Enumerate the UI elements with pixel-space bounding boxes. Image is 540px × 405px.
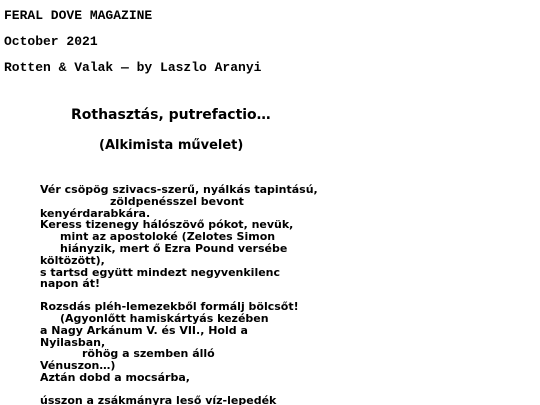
poem-line: s tartsd együtt mindezt negyvenkilenc	[40, 265, 281, 279]
poem-line: napon át!	[40, 277, 101, 291]
poem-line: hiányzik, mert ő Ezra Pound versébe	[60, 241, 288, 255]
poem-line: Vénuszon…)	[40, 359, 116, 373]
stanza-1	[40, 183, 318, 291]
poem-line: röhög a szemben álló	[82, 347, 215, 361]
magazine-title: FERAL DOVE MAGAZINE	[4, 8, 153, 23]
poem-line: Nyilasban,	[40, 335, 106, 349]
poem-line: zöldpenésszel bevont	[110, 194, 244, 208]
poem-line: költözött),	[40, 253, 105, 267]
poem-line: Rozsdás pléh-lemezekből formálj bölcsőt!	[40, 300, 299, 314]
poem-line: Vér csöpög szivacs-szerű, nyálkás tapintású,	[40, 183, 318, 196]
poem-line: mint az apostoloké (Zelotes Simon	[60, 230, 276, 244]
poem-line: a Nagy Arkánum V. és VII., Hold a	[40, 323, 248, 337]
issue-date: October 2021	[4, 34, 98, 49]
poem-line: kenyérdarabkára.	[40, 206, 151, 220]
poem-title: Rothasztás, putrefactio…	[71, 107, 271, 123]
poem-body	[40, 183, 318, 405]
stanza-2	[40, 301, 300, 384]
stanza-3	[40, 395, 300, 405]
poem-line: (Agyonlőtt hamiskártyás kezében	[60, 311, 269, 325]
poem-line: Keress tizenegy hálószövő pókot, nevük,	[40, 218, 294, 232]
poem-line: Aztán dobd a mocsárba,	[40, 370, 190, 384]
poem-line: ússzon a zsákmányra leső víz-lepedék	[40, 393, 277, 405]
poem-subtitle: (Alkimista művelet)	[99, 138, 244, 153]
article-byline: Rotten & Valak — by Laszlo Aranyi	[4, 60, 262, 75]
